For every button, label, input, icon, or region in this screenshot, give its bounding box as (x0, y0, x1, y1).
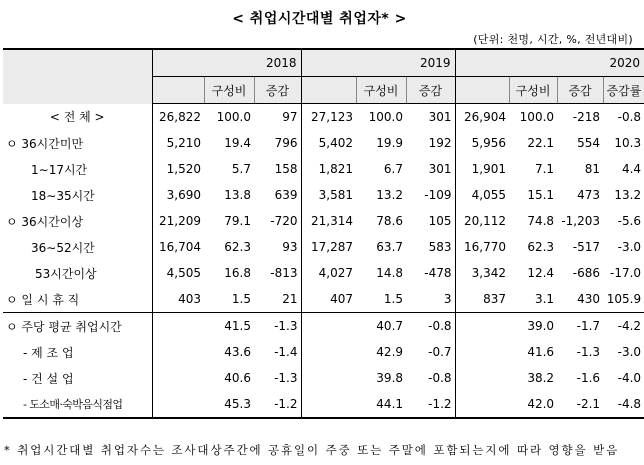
table-cell: 301 (428, 110, 452, 124)
table-cell: 3,581 (301, 182, 356, 208)
table-row (3, 234, 644, 260)
row-label: ㅇ 36시간이상 (6, 214, 84, 229)
table-cell: 13.8 (224, 188, 251, 202)
table-cell: 12.4 (527, 266, 555, 280)
table-cell: -3.0 (617, 240, 642, 254)
sub-header-change: 증감 (254, 77, 301, 104)
table-row (3, 365, 644, 391)
table-cell: 42.0 (509, 391, 557, 418)
row-label: ㅇ 일 시 휴 직 (6, 292, 80, 307)
table-cell: 3 (443, 292, 452, 306)
table-cell: 41.5 (204, 313, 254, 340)
table-cell-empty (301, 313, 356, 340)
table-cell: 105 (428, 214, 452, 228)
row-label: ㅇ 36시간미만 (6, 136, 84, 151)
row-label: 53시간이상 (35, 266, 97, 281)
table-cell: 10.3 (614, 136, 642, 150)
table-cell: 158 (274, 162, 298, 176)
table-cell: -1.4 (274, 345, 298, 359)
table-cell: 3.1 (534, 292, 555, 306)
year-header-row (3, 49, 644, 77)
table-cell: -1.7 (557, 313, 603, 340)
table-cell: -109 (424, 188, 452, 202)
table-cell: 26,822 (152, 104, 204, 131)
table-cell: -1.6 (576, 371, 601, 385)
sub-header-blank (455, 77, 509, 104)
row-label-total: < 전 체 > (49, 110, 105, 125)
sub-header-change: 증감 (406, 77, 455, 104)
table-cell: 40.6 (224, 371, 251, 385)
table-cell: -4.0 (617, 371, 642, 385)
table-cell: 17,287 (301, 234, 356, 260)
table-cell: 13.2 (614, 188, 642, 202)
table-row (3, 208, 644, 234)
table-cell: 19.9 (376, 136, 404, 150)
table-cell: 16,770 (455, 234, 509, 260)
table-cell: 78.6 (376, 214, 404, 228)
table-cell: -0.8 (428, 371, 452, 385)
row-label: 18∼35시간 (31, 188, 95, 203)
table-cell: 192 (428, 136, 452, 150)
table-cell: 796 (274, 136, 298, 150)
table-cell: 41.6 (527, 345, 555, 359)
header-blank (3, 49, 152, 104)
table-cell: -4.8 (603, 391, 644, 418)
sub-header-share: 구성비 (356, 77, 406, 104)
table-cell: 407 (301, 286, 356, 313)
row-label: - 건 설 업 (23, 371, 74, 386)
table-cell-empty (152, 365, 204, 391)
table-cell: -3.0 (617, 345, 642, 359)
table-cell: 13.2 (376, 188, 404, 202)
table-row (3, 339, 644, 365)
table-cell: 21,314 (301, 208, 356, 234)
year-header-2019: 2019 (301, 49, 455, 77)
table-cell: 62.3 (527, 240, 555, 254)
footnote: * 취업시간대별 취업자수는 조사대상주간에 공휴일이 주중 또는 주말에 포함되는지에 따라 영향을 받음 (4, 443, 620, 457)
table-cell: 4,027 (301, 260, 356, 286)
table-cell: 14.8 (376, 266, 404, 280)
table-cell: 100.0 (216, 110, 251, 124)
table-cell: 26,904 (455, 104, 509, 131)
table-row (3, 313, 644, 340)
table-cell: 4,505 (152, 260, 204, 286)
row-label: 36∼52시간 (31, 240, 95, 255)
table-cell: 100.0 (519, 110, 555, 124)
table-cell: -478 (424, 266, 452, 280)
table-cell: 5,210 (152, 130, 204, 156)
table-cell: -4.2 (603, 313, 644, 340)
table-cell: 19.4 (224, 136, 251, 150)
table-cell: -686 (572, 266, 601, 280)
table-cell: 42.9 (376, 345, 404, 359)
table-cell: 39.0 (509, 313, 557, 340)
table-cell: -1.3 (576, 345, 601, 359)
table-cell-empty (301, 391, 356, 418)
table-cell: 6.7 (383, 162, 404, 176)
year-header-2020: 2020 (455, 49, 644, 77)
row-label: - 도소매·숙박음식점업 (3, 391, 152, 418)
table-cell: 3,690 (152, 182, 204, 208)
table-cell: 639 (274, 188, 298, 202)
table-row (3, 130, 644, 156)
table-cell: 21,209 (152, 208, 204, 234)
table-cell-empty (301, 339, 356, 365)
table-cell-empty (455, 339, 509, 365)
table-cell: -1.2 (254, 391, 301, 418)
table-cell: 79.1 (224, 214, 251, 228)
table-cell: 21 (282, 292, 298, 306)
table-cell: 15.1 (527, 188, 555, 202)
table-cell: 44.1 (356, 391, 406, 418)
table-title: < 취업시간대별 취업자* > (232, 11, 407, 27)
table-cell: 105.9 (606, 292, 642, 306)
table-cell: 5,402 (301, 130, 356, 156)
table-cell: 16.8 (224, 266, 251, 280)
table-cell: -0.8 (617, 110, 642, 124)
sub-header-blank (152, 77, 204, 104)
table-cell: 43.6 (224, 345, 251, 359)
table-cell: 45.3 (204, 391, 254, 418)
sub-header-blank (301, 77, 356, 104)
table-cell: 62.3 (224, 240, 251, 254)
table-row (3, 391, 644, 418)
table-cell: -0.8 (406, 313, 455, 340)
table-cell: 1.5 (383, 292, 404, 306)
table-row (3, 156, 644, 182)
sub-header-share: 구성비 (204, 77, 254, 104)
table-cell: 63.7 (376, 240, 404, 254)
table-row (3, 260, 644, 286)
year-header-2018: 2018 (152, 49, 301, 77)
table-cell: 40.7 (356, 313, 406, 340)
table-cell: -5.6 (617, 214, 642, 228)
row-label: - 제 조 업 (23, 345, 74, 360)
table-cell: 100.0 (368, 110, 404, 124)
table-cell: 93 (282, 240, 298, 254)
table-cell: 1.5 (231, 292, 251, 306)
table-cell: 430 (577, 292, 601, 306)
table-cell: -813 (270, 266, 298, 280)
table-cell: -2.1 (557, 391, 603, 418)
table-cell-empty (455, 391, 509, 418)
table-cell: -1.3 (274, 371, 298, 385)
table-cell: 1,520 (152, 156, 204, 182)
table-cell: 4,055 (455, 182, 509, 208)
table-row (3, 104, 644, 131)
unit-note: (단위: 천명, 시간, %, 전년대비) (473, 33, 633, 46)
table-cell: 81 (584, 162, 601, 176)
table-cell: 97 (282, 110, 298, 124)
row-label-avg-hours: ㅇ 주당 평균 취업시간 (3, 313, 152, 340)
table-cell: -1,203 (561, 214, 601, 228)
table-cell: 3,342 (455, 260, 509, 286)
table-cell: 837 (455, 286, 509, 313)
row-label: 1∼17시간 (31, 162, 88, 177)
table-cell: 554 (577, 136, 601, 150)
table-cell: -1.2 (406, 391, 455, 418)
table-cell: 7.1 (534, 162, 555, 176)
table-row (3, 182, 644, 208)
table-cell: 74.8 (527, 214, 555, 228)
table-cell-empty (455, 365, 509, 391)
table-cell: -517 (572, 240, 601, 254)
table-cell: 4.4 (621, 162, 642, 176)
table-cell-empty (455, 313, 509, 340)
table-cell: 1,821 (301, 156, 356, 182)
table-row (3, 286, 644, 313)
table-cell: -17.0 (610, 266, 642, 280)
table-cell: 38.2 (527, 371, 555, 385)
table-cell: 5.7 (231, 162, 251, 176)
table-cell-empty (152, 339, 204, 365)
table-cell: 403 (152, 286, 204, 313)
table-cell: 583 (428, 240, 452, 254)
table-cell: 27,123 (301, 104, 356, 131)
table-cell: -1.3 (254, 313, 301, 340)
table-cell: 39.8 (376, 371, 404, 385)
sub-header-change-rate: 증감률 (603, 77, 644, 104)
table-cell: 20,112 (455, 208, 509, 234)
table-cell-empty (152, 313, 204, 340)
table-cell: -218 (572, 110, 601, 124)
table-cell: 16,704 (152, 234, 204, 260)
table-cell-empty (152, 391, 204, 418)
table-cell: 5,956 (455, 130, 509, 156)
table-cell: -0.7 (428, 345, 452, 359)
table-cell: -720 (270, 214, 298, 228)
table-cell: 22.1 (527, 136, 555, 150)
employment-by-hours-table (3, 48, 644, 419)
sub-header-share: 구성비 (509, 77, 557, 104)
table-cell: 1,901 (455, 156, 509, 182)
table-cell: 301 (428, 162, 452, 176)
sub-header-change: 증감 (557, 77, 603, 104)
table-cell: 473 (577, 188, 601, 202)
table-cell-empty (301, 365, 356, 391)
